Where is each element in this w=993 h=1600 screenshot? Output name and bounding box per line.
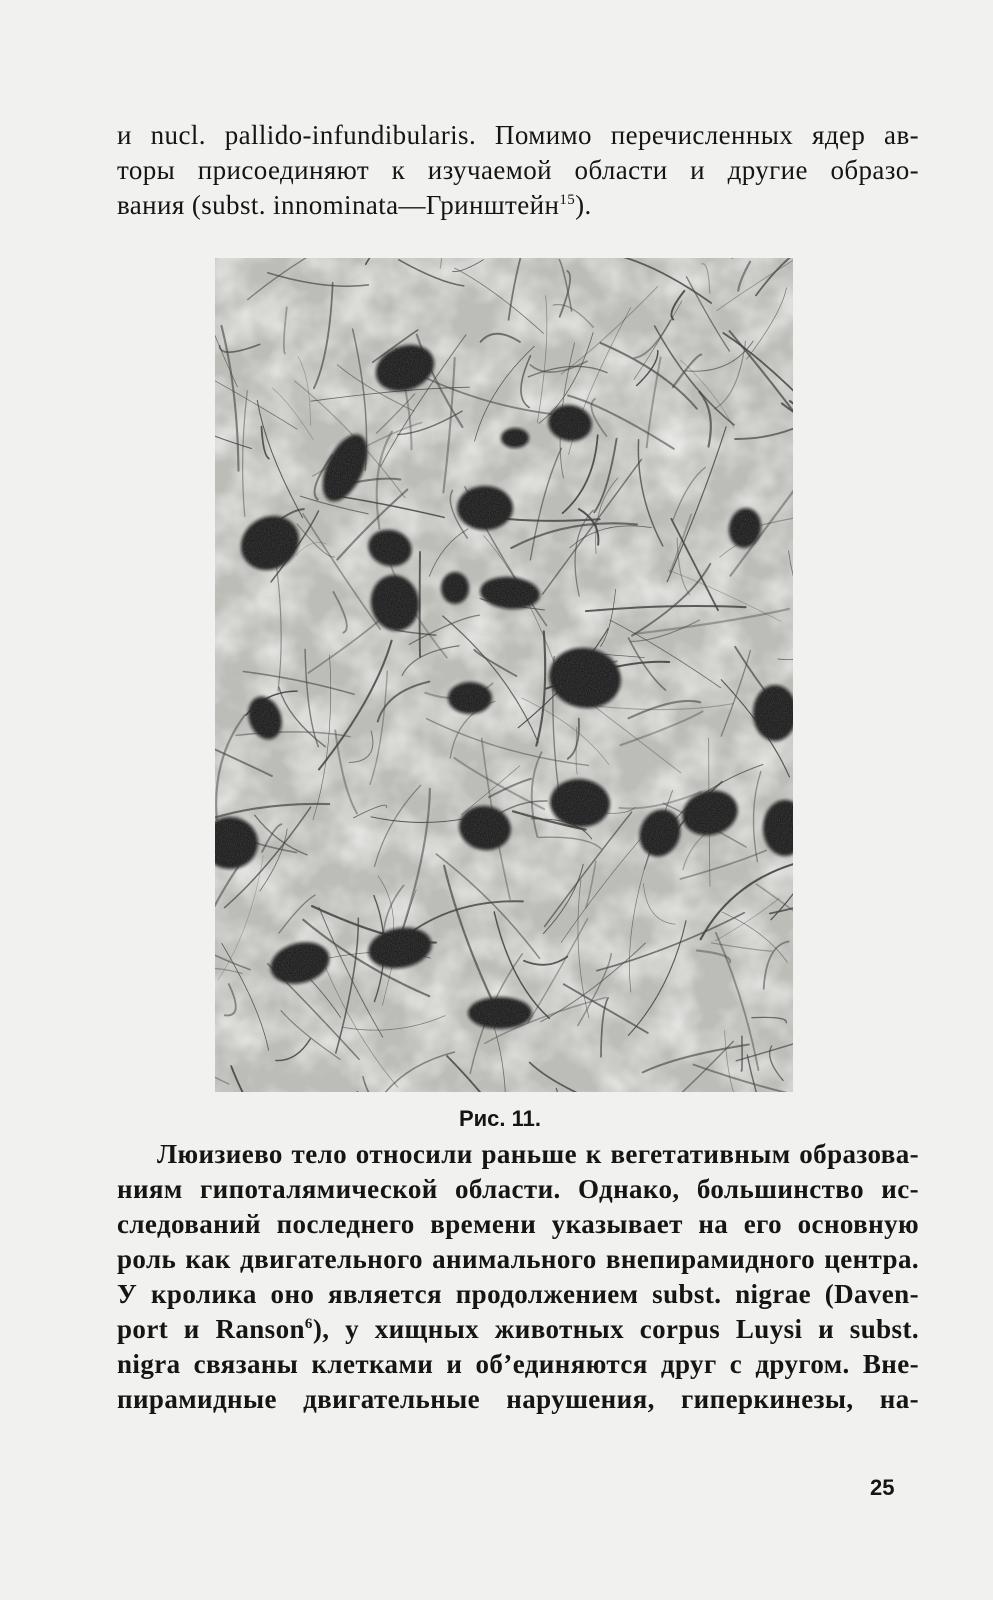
body-line-6-start: port и Ranson bbox=[117, 1314, 305, 1344]
body-line-4: роль как двигательного анимального внепирамидного центра. bbox=[117, 1244, 919, 1274]
micrograph-figure bbox=[215, 258, 793, 1092]
intro-line-3-text: вания (subst. innominata—Гринштейн bbox=[117, 190, 560, 220]
micrograph-image bbox=[215, 258, 793, 1092]
body-line-8: пирамидные двигательные нарушения, гиперкинезы, на- bbox=[117, 1384, 919, 1414]
body-line-5: У кролика оно является продолжением subst. nigrae (Daven- bbox=[117, 1279, 919, 1309]
intro-line-2: торы присоединяют к изучаемой области и другие образо- bbox=[117, 155, 919, 185]
intro-line-3-tail: ). bbox=[575, 190, 592, 220]
intro-line-3 bbox=[117, 188, 919, 223]
intro-paragraph bbox=[117, 118, 919, 223]
footnote-ref-6: 6 bbox=[304, 1316, 313, 1332]
body-line-6 bbox=[117, 1312, 919, 1347]
body-line-1: Люизиево тело относили раньше к вегетативным образова- bbox=[157, 1139, 919, 1169]
body-line-3: следований последнего времени указывает на его основную bbox=[117, 1209, 919, 1239]
body-line-6-end: ), у хищных животных corpus Luysi и subst. bbox=[312, 1314, 919, 1344]
intro-line-1: и nucl. pallido-infundibularis. Помимо перечисленных ядер ав- bbox=[117, 120, 919, 150]
page-number: 25 bbox=[870, 1475, 895, 1500]
footnote-ref-15: 15 bbox=[559, 192, 576, 208]
body-line-2: ниям гипоталямической области. Однако, большинство ис- bbox=[117, 1174, 919, 1204]
body-line-7: nigra связаны клетками и об’единяются друг с другом. Вне- bbox=[117, 1349, 919, 1379]
body-paragraph bbox=[117, 1137, 919, 1417]
figure-caption: Рис. 11. bbox=[458, 1106, 542, 1131]
